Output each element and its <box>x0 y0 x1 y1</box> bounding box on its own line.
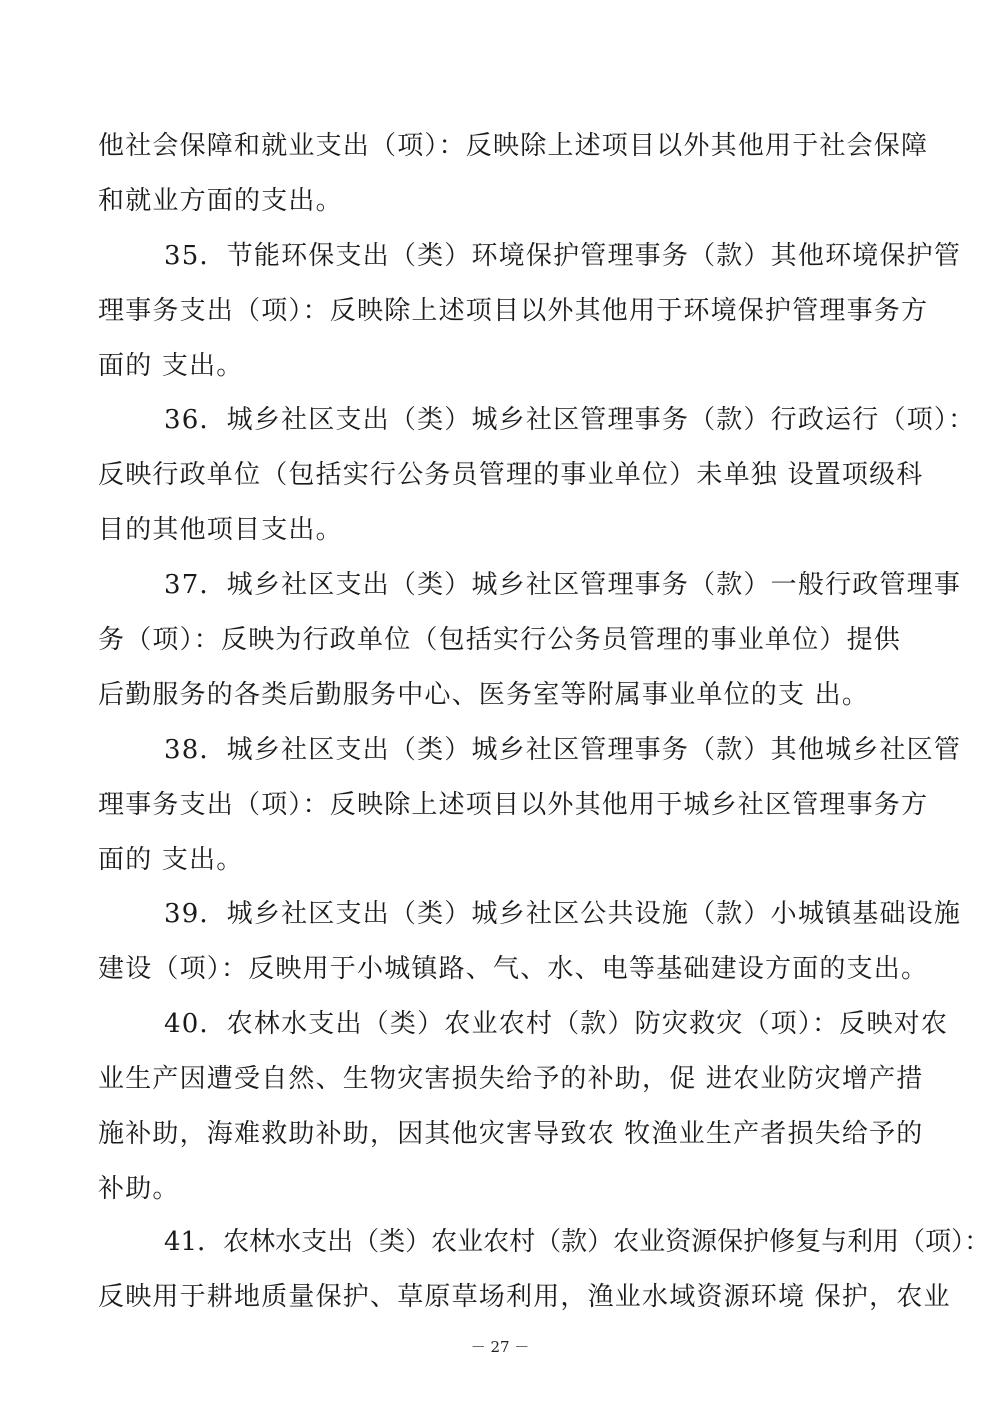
paragraph-38-start: 38．城乡社区支出（类）城乡社区管理事务（款）其他城乡社区管 <box>164 735 962 765</box>
text-line: 补助。 <box>98 1174 180 1204</box>
paragraph-36-start: 36．城乡社区支出（类）城乡社区管理事务（款）行政运行（项）： <box>164 405 976 435</box>
paragraph-41-start: 41．农林水支出（类）农业农村（款）农业资源保护修复与利用（项）： <box>164 1227 991 1257</box>
text-line: 反映行政单位（包括实行公务员管理的事业单位）未单独 设置项级科 <box>98 460 924 490</box>
paragraph-39-start: 39．城乡社区支出（类）城乡社区公共设施（款）小城镇基础设施 <box>164 899 962 929</box>
paragraph-37-start: 37．城乡社区支出（类）城乡社区管理事务（款）一般行政管理事 <box>164 570 962 600</box>
page-number: － 27 － <box>470 1338 530 1356</box>
text-line: 他社会保障和就业支出（项）：反映除上述项目以外其他用于社会保障 <box>98 131 929 161</box>
text-line: 面的 支出。 <box>98 845 244 875</box>
text-line: 理事务支出（项）：反映除上述项目以外其他用于环境保护管理事务方 <box>98 296 929 326</box>
paragraph-40-start: 40．农林水支出（类）农业农村（款）防灾救灾（项）：反映对农 <box>164 1009 949 1039</box>
text-line: 和就业方面的支出。 <box>98 186 343 216</box>
text-line: 施补助，海难救助补助，因其他灾害导致农 牧渔业生产者损失给予的 <box>98 1119 924 1149</box>
text-line: 理事务支出（项）：反映除上述项目以外其他用于城乡社区管理事务方 <box>98 790 929 820</box>
text-line: 务（项）：反映为行政单位（包括实行公务员管理的事业单位）提供 <box>98 625 902 655</box>
paragraph-35-start: 35．节能环保支出（类）环境保护管理事务（款）其他环境保护管 <box>164 241 962 271</box>
text-line: 目的其他项目支出。 <box>98 515 343 545</box>
text-line: 面的 支出。 <box>98 351 244 381</box>
text-line: 建设（项）：反映用于小城镇路、气、水、电等基础建设方面的支出。 <box>98 954 929 984</box>
text-line: 反映用于耕地质量保护、草原草场利用，渔业水域资源环境 保护，农业 <box>98 1282 951 1312</box>
text-line: 业生产因遭受自然、生物灾害损失给予的补助，促 进农业防灾增产措 <box>98 1064 924 1094</box>
text-line: 后勤服务的各类后勤服务中心、医务室等附属事业单位的支 出。 <box>98 680 870 710</box>
